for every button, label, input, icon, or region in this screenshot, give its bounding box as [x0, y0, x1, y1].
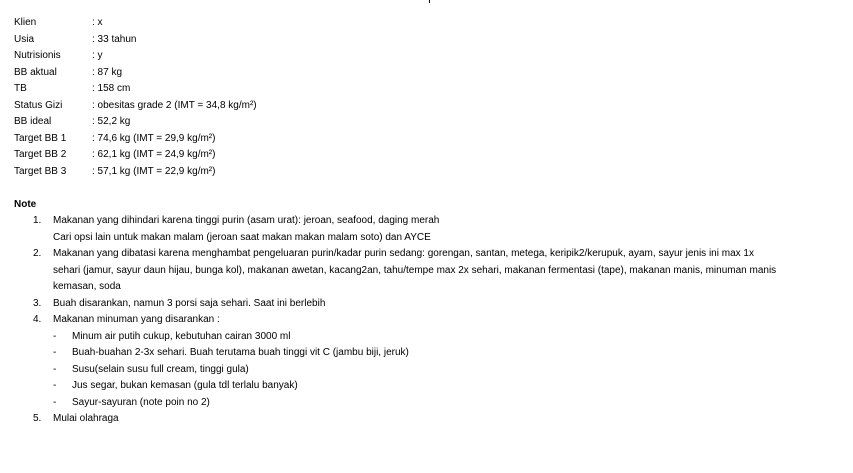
- note-item-4: [14, 312, 844, 411]
- info-row-klien: [14, 15, 414, 32]
- info-value: : 87 kg: [92, 66, 123, 78]
- info-row-target-bb-2: [14, 147, 414, 164]
- item-text: Makanan minuman yang disarankan :: [53, 314, 220, 325]
- info-label: Status Gizi: [14, 99, 63, 111]
- info-row-tb: [14, 81, 414, 98]
- note-item-5: [14, 411, 844, 428]
- info-row-nutrisionis: [14, 48, 414, 65]
- sub-item-text: Minum air putih cukup, kebutuhan cairan 3000 ml: [72, 330, 291, 342]
- item-text: sehari (jamur, sayur daun hijau, bunga kol), makanan awetan, kacang2an, tahu/tempe max 2x sehari, makanan fermentasi (tape), makanan manis, minuman manis: [53, 264, 777, 276]
- info-row-target-bb-3: [14, 164, 414, 181]
- sub-item: [53, 395, 844, 412]
- info-label: TB: [14, 83, 27, 94]
- info-label: BB ideal: [14, 116, 52, 127]
- info-value: : 62,1 kg (IMT = 24,9 kg/m²): [92, 149, 216, 160]
- item-number: 1.: [33, 215, 42, 226]
- item-text: Makanan yang dihindari karena tinggi purin (asam urat): jeroan, seafood, daging merah: [53, 215, 440, 226]
- dash-bullet: -: [53, 380, 57, 391]
- info-label: Target BB 1: [14, 132, 67, 144]
- item-text: Makanan yang dibatasi karena menghambat pengeluaran purin/kadar purin sedang: gorengan, santan, metega, keripik2/kerupuk, ayam, sayur jenis ini max 1x: [53, 248, 754, 259]
- sub-item: [53, 329, 844, 346]
- client-info-block: [14, 15, 414, 180]
- info-label: Nutrisionis: [14, 50, 61, 61]
- sub-item-text: Sayur-sayuran (note poin no 2): [72, 396, 210, 408]
- info-row-bb-aktual: [14, 65, 414, 82]
- info-value: : x: [92, 17, 103, 28]
- sub-item: [53, 362, 844, 379]
- item-number: 5.: [33, 413, 42, 424]
- info-value: : 33 tahun: [92, 33, 137, 45]
- info-value: : 158 cm: [92, 83, 131, 94]
- note-section: [14, 197, 844, 428]
- dash-bullet: -: [53, 396, 57, 408]
- item-text: Cari opsi lain untuk makan malam (jeroan saat makan makan malam soto) dan AYCE: [53, 231, 431, 243]
- info-label: Target BB 2: [14, 149, 67, 160]
- info-label: BB aktual: [14, 66, 57, 78]
- dash-bullet: -: [53, 363, 57, 375]
- info-value: : 57,1 kg (IMT = 22,9 kg/m²): [92, 165, 216, 177]
- info-row-target-bb-1: [14, 131, 414, 148]
- item-text: Buah disarankan, namun 3 porsi saja sehari. Saat ini berlebih: [53, 297, 326, 309]
- note-title: Note: [14, 199, 37, 210]
- item-text: kemasan, soda: [53, 281, 121, 292]
- item-number: 4.: [33, 314, 42, 325]
- dash-bullet: -: [53, 330, 57, 342]
- item-text: Mulai olahraga: [53, 413, 119, 424]
- sub-item: [53, 378, 844, 395]
- note-item-3: [14, 296, 844, 313]
- info-label: Usia: [14, 33, 35, 45]
- info-label: Klien: [14, 17, 37, 28]
- info-value: : y: [92, 50, 103, 61]
- dash-bullet: -: [53, 347, 57, 358]
- info-label: Target BB 3: [14, 165, 67, 177]
- info-row-bb-ideal: [14, 114, 414, 131]
- info-value: : obesitas grade 2 (IMT = 34,8 kg/m²): [92, 99, 257, 111]
- sub-item-text: Jus segar, bukan kemasan (gula tdl terlalu banyak): [72, 380, 298, 391]
- info-row-usia: [14, 32, 414, 49]
- note-item-2: [14, 246, 844, 296]
- item-number: 3.: [33, 297, 42, 309]
- text-cursor-mark: [429, 0, 430, 3]
- info-row-status-gizi: [14, 98, 414, 115]
- sub-item: [53, 345, 844, 362]
- sub-item-text: Susu(selain susu full cream, tinggi gula): [72, 363, 249, 375]
- info-value: : 74,6 kg (IMT = 29,9 kg/m²): [92, 132, 216, 144]
- info-value: : 52,2 kg: [92, 116, 131, 127]
- note-item-1: [14, 213, 844, 246]
- item-number: 2.: [33, 248, 42, 259]
- sub-item-text: Buah-buahan 2-3x sehari. Buah terutama buah tinggi vit C (jambu biji, jeruk): [72, 347, 409, 358]
